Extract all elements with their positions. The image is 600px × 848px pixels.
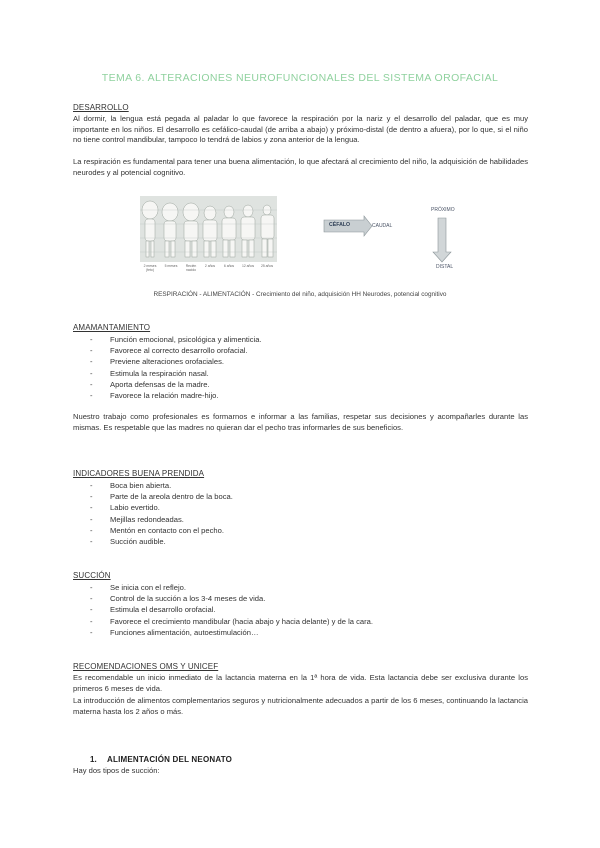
- paragraph-section1: Hay dos tipos de succión:: [73, 766, 160, 775]
- list-item: - Función emocional, psicológica y alimenticia.: [90, 334, 262, 345]
- list-item: - Mentón en contacto con el pecho.: [90, 525, 233, 536]
- list-item: - Boca bien abierta.: [90, 480, 233, 491]
- list-item: - Parte de la areola dentro de la boca.: [90, 491, 233, 502]
- list-item: - Control de la succión a los 3-4 meses de vida.: [90, 593, 373, 604]
- figure-label-4: 2 años: [204, 264, 216, 268]
- heading-recomendaciones: RECOMENDACIONES OMS Y UNICEF: [73, 662, 219, 671]
- heading-desarrollo: DESARROLLO: [73, 103, 129, 112]
- list-item: - Estimula el desarrollo orofacial.: [90, 604, 373, 615]
- list-succion: [90, 582, 373, 638]
- paragraph-amamantamiento: Nuestro trabajo como profesionales es formarnos e informar a las familias, respetar sus decisiones y acompañarles durante las mismas. Es respetable que las madres no quieran dar el pecho tras informarles de sus beneficios.: [73, 412, 528, 432]
- figure-label-2: 5 meses: [164, 264, 178, 268]
- figure-label-6: 12 años: [241, 264, 255, 268]
- figure-label-1: 2 meses (feto): [143, 264, 157, 272]
- list-item: - Se inicia con el reflejo.: [90, 582, 373, 593]
- list-item: - Previene alteraciones orofaciales.: [90, 356, 262, 367]
- paragraph-desarrollo-2: La respiración es fundamental para tener una buena alimentación, lo que afectará al crecimiento del niño, la adquisición de habilidades neurodes y al potencial cognitivo.: [73, 157, 528, 177]
- heading-succion: SUCCIÓN: [73, 571, 111, 580]
- list-item: - Labio evertido.: [90, 502, 233, 513]
- caudal-label: CAUDAL: [372, 223, 393, 229]
- list-item: - Aporta defensas de la madre.: [90, 379, 262, 390]
- figure-label-3: Recién nacido: [185, 264, 197, 272]
- heading-indicadores: INDICADORES BUENA PRENDIDA: [73, 469, 205, 478]
- child-growth-illustration: [140, 196, 277, 262]
- list-amamantamiento: [90, 334, 262, 401]
- list-item: - Favorece el crecimiento mandibular (hacia abajo y hacia delante) y de la cara.: [90, 616, 373, 627]
- list-item: - Favorece al correcto desarrollo orofacial.: [90, 345, 262, 356]
- list-indicadores: [90, 480, 233, 547]
- paragraph-recomendaciones-2: La introducción de alimentos complementarios seguros y nutricionalmente adecuados a partir de los 6 meses, continuando la lactancia materna hasta los 2 años o más.: [73, 696, 528, 716]
- section-title: ALIMENTACIÓN DEL NEONATO: [107, 755, 233, 764]
- paragraph-desarrollo-1: Al dormir, la lengua está pegada al paladar lo que favorece la respiración por la nariz y el desarrollo del paladar, que es muy importante en los niños. El desarrollo es cefálico-caudal (de arriba a abajo) y próximo-distal (de dentro a afuera), por lo que, si el niño no tiene control mandibular, tampoco lo tendrá de labios y zona anterior de la lengua.: [73, 114, 528, 145]
- figure-caption: RESPIRACIÓN - ALIMENTACIÓN - Crecimiento del niño, adquisición HH Neurodes, potencial cognitivo: [153, 291, 447, 298]
- list-item: - Funciones alimentación, autoestimulación…: [90, 627, 373, 638]
- distal-label: DISTAL: [436, 264, 454, 270]
- list-item: - Estimula la respiración nasal.: [90, 368, 262, 379]
- figure-label-5: 6 años: [223, 264, 235, 268]
- figure-label-7: 25 años: [260, 264, 274, 268]
- heading-amamantamiento: AMAMANTAMIENTO: [73, 323, 151, 332]
- development-diagram: [320, 200, 480, 277]
- proximo-label: PRÓXIMO: [431, 207, 455, 213]
- page-title: TEMA 6. ALTERACIONES NEUROFUNCIONALES DEL SISTEMA OROFACIAL: [101, 72, 499, 84]
- list-item: - Favorece la relación madre-hijo.: [90, 390, 262, 401]
- growth-figure-image: [140, 196, 277, 262]
- list-item: - Succión audible.: [90, 536, 233, 547]
- list-item: - Mejillas redondeadas.: [90, 514, 233, 525]
- development-arrows: [320, 200, 480, 272]
- paragraph-recomendaciones-1: Es recomendable un inicio inmediato de la lactancia materna en la 1ª hora de vida. Esta lactancia debe ser exclusiva durante los primeros 6 meses de vida.: [73, 673, 528, 693]
- section-number: 1.: [90, 755, 97, 764]
- cefalo-label: CÉFALO: [329, 222, 351, 228]
